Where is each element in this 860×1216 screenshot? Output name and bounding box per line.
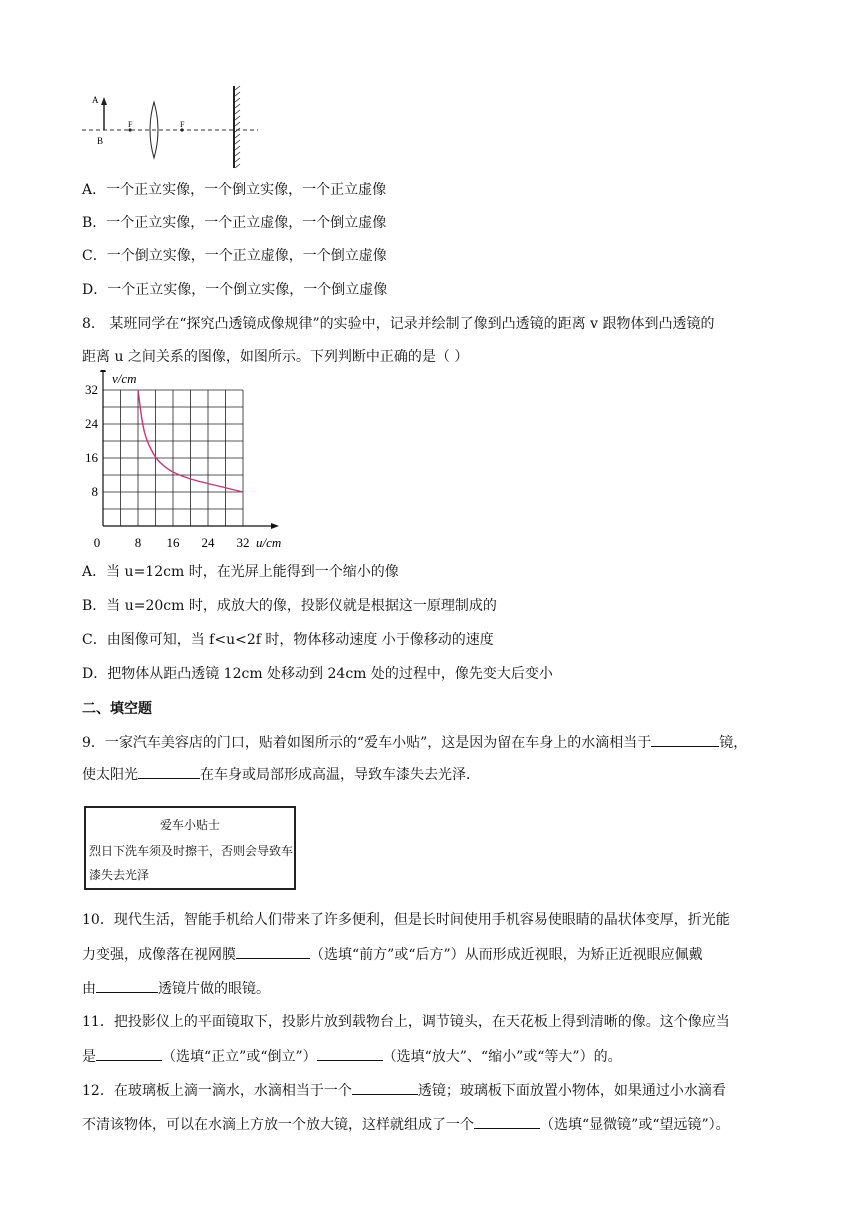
mirror-hatching (235, 86, 240, 168)
q12-line2-text-b: （选填“显微镜”或“望远镜”）。 (540, 1117, 730, 1133)
q10-line1: 10．现代生活，智能手机给人们带来了许多便利，但是长时间使用手机容易使眼睛的晶状体变厚，折光能 (82, 912, 730, 928)
y-tick-label: 32 (85, 382, 98, 397)
x-axis-label: u/cm (256, 535, 282, 550)
chart-axes (100, 370, 279, 529)
y-axis-label: v/cm (112, 371, 137, 386)
q10-blank-2[interactable] (96, 978, 158, 993)
uv-chart (80, 370, 320, 555)
q9-blank-2[interactable] (138, 764, 200, 779)
focus-label-right: F (180, 120, 185, 129)
q8-option-c: C．由图像可知，当 f<u<2f 时，物体移动速度 小于像移动的速度 (82, 632, 494, 648)
q9-line2 (82, 764, 480, 785)
q9-blank-1[interactable] (651, 732, 719, 747)
x-tick-label: 16 (166, 535, 180, 550)
q9-line1-text-b: 镜， (719, 735, 748, 751)
q12-blank-1[interactable] (352, 1080, 418, 1095)
label-b: B (97, 136, 104, 146)
q11-line1: 11．把投影仪上的平面镜取下，投影片放到载物台上，调节镜头，在天花板上得到清晰的像。这个像应当 (82, 1014, 730, 1030)
q10-line3-text-a: 由 (82, 981, 96, 997)
car-care-notice (84, 806, 296, 890)
x-axis-arrow (271, 523, 279, 529)
section-title: 二、填空题 (82, 701, 152, 717)
y-axis-arrow (100, 370, 106, 372)
q11-blank-1[interactable] (96, 1046, 162, 1061)
q10-line2-text-a: 力变强，成像落在视网膜 (82, 947, 236, 963)
q7-option-b: B．一个正立实像，一个正立虚像，一个倒立虚像 (82, 215, 387, 231)
q12-line2 (82, 1114, 730, 1135)
notice-title: 爱车小贴士 (159, 818, 220, 832)
notice-line2: 漆失去光泽 (89, 868, 150, 882)
q7-option-d: D．一个正立实像，一个倒立实像，一个倒立虚像 (82, 282, 388, 298)
q10-line3-text-b: 透镜片做的眼镜。 (158, 981, 270, 997)
q11-line2-text-b: （选填“正立”或“倒立”） (162, 1049, 317, 1065)
chart-grid (103, 390, 243, 526)
object-arrow-head (101, 97, 107, 105)
q8-stem-line1: 8． 某班同学在“探究凸透镜成像规律”的实验中，记录并绘制了像到凸透镜的距离 v 跟物体到凸透镜的 (82, 316, 715, 332)
q11-line2-text-a: 是 (82, 1049, 96, 1065)
y-tick-label: 16 (85, 450, 98, 465)
x-tick-label: 0 (93, 535, 101, 550)
q9-line2-text-b: 在车身或局部形成高温，导致车漆失去光泽． (200, 767, 480, 783)
focus-label-left: F (128, 120, 133, 129)
q10-blank-1[interactable] (236, 944, 310, 959)
lens-mirror-figure (80, 84, 270, 174)
label-a: A (92, 95, 99, 105)
q11-line2 (82, 1046, 622, 1067)
q12-blank-2[interactable] (474, 1114, 540, 1129)
q12-line2-text-a: 不清该物体，可以在水滴上方放一个放大镜，这样就组成了一个 (82, 1117, 474, 1133)
q12-line1-text-a: 12．在玻璃板上滴一滴水，水滴相当于一个 (82, 1083, 352, 1099)
q11-line2-text-c: （选填“放大”、“缩小”或“等大”）的。 (382, 1049, 622, 1065)
q8-option-a: A．当 u=12cm 时，在光屏上能得到一个缩小的像 (82, 564, 399, 580)
q11-blank-2[interactable] (317, 1046, 383, 1061)
q8-option-b: B．当 u=20cm 时，成放大的像，投影仪就是根据这一原理制成的 (82, 598, 497, 614)
q9-line2-text-a: 使太阳光 (82, 767, 138, 783)
q7-option-a: A．一个正立实像，一个倒立实像，一个正立虚像 (82, 182, 387, 198)
x-tick-label: 32 (236, 535, 250, 550)
q10-line2-text-b: （选填“前方”或“后方”）从而形成近视眼，为矫正近视眼应佩戴 (310, 947, 703, 963)
q8-option-d: D．把物体从距凸透镜 12cm 处移动到 24cm 处的过程中，像先变大后变小 (82, 666, 553, 682)
y-tick-label: 24 (85, 416, 98, 431)
y-tick-label: 8 (91, 484, 98, 499)
q7-option-c: C．一个倒立实像，一个正立虚像，一个倒立虚像 (82, 248, 387, 264)
x-tick-label: 24 (201, 535, 215, 550)
q10-line2 (82, 944, 703, 965)
q8-stem-line2: 距离 u 之间关系的图像，如图所示。下列判断中正确的是（ ） (82, 349, 469, 365)
x-tick-label: 8 (134, 535, 142, 550)
q9-line1-text-a: 9．一家汽车美容店的门口，贴着如图所示的“爱车小贴”，这是因为留在车身上的水滴相当于 (82, 735, 652, 751)
q9-line1 (82, 732, 747, 753)
notice-line1: 烈日下洗车须及时擦干，否则会导致车 (89, 844, 294, 858)
q12-line1-text-b: 透镜；玻璃板下面放置小物体，如果通过小水滴看 (417, 1083, 726, 1099)
q12-line1 (82, 1080, 726, 1101)
q10-line3 (82, 978, 270, 999)
